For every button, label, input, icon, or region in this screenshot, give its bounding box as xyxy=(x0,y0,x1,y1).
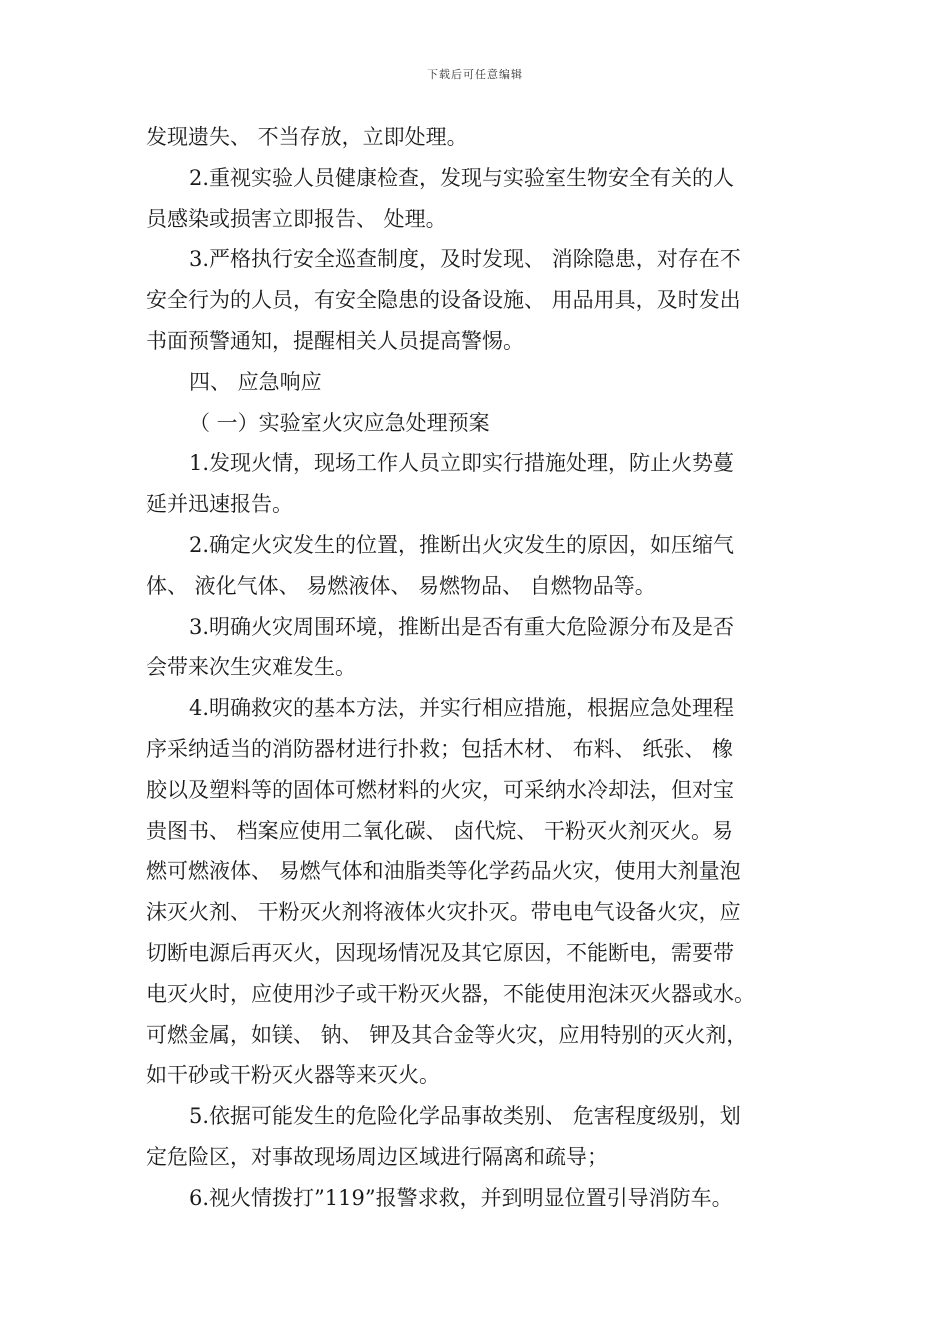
text-line: 3.明确火灾周围环境，推断出是否有重大危险源分布及是否 xyxy=(189,614,735,639)
text-line: 贵图书、 档案应使用二氧化碳、 卤代烷、 干粉灭火剂灭火。易 xyxy=(146,818,734,843)
text-line: 会带来次生灾难发生。 xyxy=(146,655,356,680)
text-line: 燃可燃液体、 易燃气体和油脂类等化学药品火灾，使用大剂量泡 xyxy=(146,859,741,884)
text-line: 发现遗失、 不当存放，立即处理。 xyxy=(146,125,468,149)
subsection-heading: （ 一）实验室火灾应急处理预案 xyxy=(189,410,490,435)
text-line: 切断电源后再灭火，因现场情况及其它原因，不能断电，需要带 xyxy=(146,940,734,965)
text-line: 2.确定火灾发生的位置，推断出火灾发生的原因，如压缩气 xyxy=(189,532,735,557)
text-line: 如干砂或干粉灭火器等来灭火。 xyxy=(146,1063,440,1088)
text-line: 2.重视实验人员健康检查，发现与实验室生物安全有关的人 xyxy=(189,165,735,190)
text-line: 电灭火时，应使用沙子或干粉灭火器，不能使用泡沫灭火器或水。 xyxy=(146,981,755,1006)
text-line: 定危险区，对事故现场周边区域进行隔离和疏导； xyxy=(146,1144,608,1169)
text-line: 体、 液化气体、 易燃液体、 易燃物品、 自燃物品等。 xyxy=(146,573,656,598)
text-line: 6.视火情拨打”119”报警求救，并到明显位置引导消防车。 xyxy=(189,1185,733,1210)
text-line: 序采纳适当的消防器材进行扑救；包括木材、 布料、 纸张、 橡 xyxy=(146,736,734,761)
text-line: 书面预警通知，提醒相关人员提高警惕。 xyxy=(146,328,524,353)
text-line: 5.依据可能发生的危险化学品事故类别、 危害程度级别，划 xyxy=(189,1104,741,1129)
text-line: 胶以及塑料等的固体可燃材料的火灾，可采纳水冷却法，但对宝 xyxy=(146,777,734,802)
text-line: 4.明确救灾的基本方法，并实行相应措施，根据应急处理程 xyxy=(189,696,735,721)
text-line: 1.发现火情，现场工作人员立即实行措施处理，防止火势蔓 xyxy=(189,451,735,476)
text-line: 员感染或损害立即报告、 处理。 xyxy=(146,206,447,231)
section-heading: 四、 应急响应 xyxy=(189,369,322,394)
document-body xyxy=(146,117,812,1219)
text-line: 延并迅速报告。 xyxy=(146,492,293,517)
text-line: 可燃金属，如镁、 钠、 钾及其合金等火灾，应用特别的灭火剂， xyxy=(146,1022,748,1047)
text-line: 安全行为的人员，有安全隐患的设备设施、 用品用具，及时发出 xyxy=(146,288,741,313)
text-line: 3.严格执行安全巡查制度，及时发现、 消除隐患，对存在不 xyxy=(189,247,741,272)
page-header: 下载后可任意编辑 xyxy=(427,68,523,81)
text-line: 沫灭火剂、 干粉灭火剂将液体火灾扑灭。带电电气设备火灾，应 xyxy=(146,900,741,925)
